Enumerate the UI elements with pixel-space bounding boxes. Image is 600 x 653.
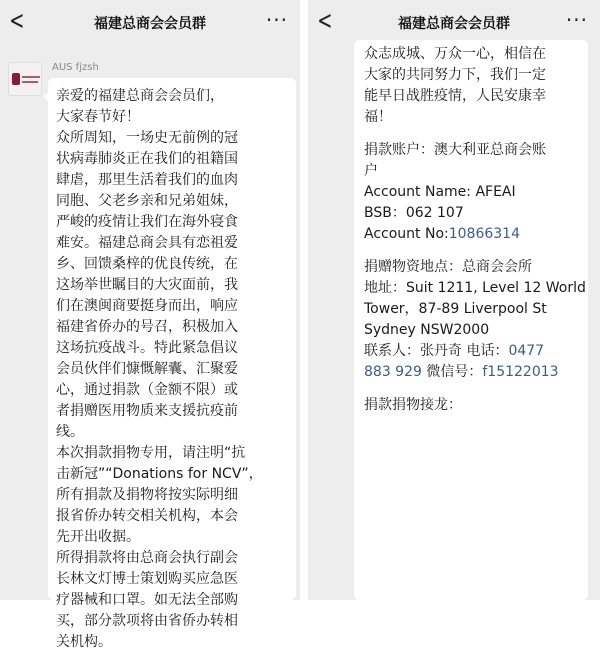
message-line: 捐赠物资地点：总商会会所 — [364, 259, 532, 275]
nav-bar — [0, 0, 300, 44]
message-line: 捐款账户：澳大利亚总商会账 — [364, 142, 546, 158]
wechat-label: 微信号： — [421, 364, 483, 380]
more-icon[interactable]: ··· — [265, 8, 288, 32]
message-line: 会员伙伴们慷慨解囊、汇聚爱 — [56, 361, 238, 377]
message-line: 乡、回馈桑梓的优良传统，在 — [56, 256, 238, 272]
contact-line — [364, 341, 584, 362]
message-line: 报省侨办转交相关机构，本会 — [56, 508, 238, 524]
message-line: 亲爱的福建总商会会员们， — [56, 88, 224, 104]
nav-bar — [308, 0, 600, 44]
chat-title: 福建总商会会员群 — [398, 16, 510, 32]
message-line: 这场举世瞩目的大灾面前，我 — [56, 277, 238, 293]
message-line: 大家春节好！ — [56, 109, 140, 125]
message-line: 关机构。 — [56, 634, 112, 650]
left-chat-panel — [0, 0, 300, 650]
message-text — [364, 44, 584, 416]
message-line: 所得捐款将由总商会执行副会 — [56, 550, 238, 566]
message-line: 户 — [364, 163, 378, 179]
message-line: 难安。福建总商会具有恋祖爱 — [56, 235, 238, 251]
message-line: 大家的共同努力下，我们一定 — [364, 67, 546, 83]
message-line: 买，部分款项将由省侨办转相 — [56, 613, 238, 629]
logo-text-bar — [22, 76, 40, 78]
relay-line: 捐款捐物接龙： — [364, 397, 462, 413]
chat-title: 福建总商会会员群 — [94, 16, 206, 32]
message-bubble[interactable] — [354, 40, 588, 600]
message-line: 众所周知，一场史无前例的冠 — [56, 130, 238, 146]
message-line: BSB：062 107 — [364, 205, 464, 221]
message-line: 福！ — [364, 109, 392, 125]
message-text — [56, 86, 288, 653]
message-line: 众志成城、万众一心，相信在 — [364, 46, 546, 62]
bubble-tail — [43, 92, 49, 102]
message-line: 者捐赠医用物质来支援抗疫前 — [56, 403, 238, 419]
message-line: 所有捐款及捐物将按实际明细 — [56, 487, 238, 503]
message-line: 长林文灯博士策划购买应急医 — [56, 571, 238, 587]
message-bubble[interactable] — [48, 78, 296, 650]
avatar[interactable] — [8, 62, 42, 96]
message-line: 肆虐，那里生活着我们的血肉 — [56, 172, 238, 188]
message-line: Account Name: AFEAI — [364, 184, 516, 200]
wechat-id-link[interactable]: f15122013 — [482, 364, 559, 380]
message-line: 心，通过捐款（金额不限）或 — [56, 382, 238, 398]
phone-link[interactable]: 883 929 — [364, 364, 422, 380]
message-line: 疗器械和口罩。如无法全部购 — [56, 592, 238, 608]
message-line: 击新冠”“Donations for NCV”， — [56, 466, 263, 482]
message-line: 这场抗疫战斗。特此紧急倡议 — [56, 340, 238, 356]
logo-icon — [12, 73, 20, 85]
panel-divider — [300, 0, 308, 600]
back-icon[interactable]: < — [317, 6, 333, 36]
message-line: 地址：Suit 1211, Level 12 World — [364, 280, 586, 296]
message-line: 本次捐款捐物专用，请注明“抗 — [56, 445, 246, 461]
message-line: 同胞、父老乡亲和兄弟姐妹， — [56, 193, 238, 209]
back-icon[interactable]: < — [9, 6, 25, 36]
account-no-label: Account No: — [364, 226, 449, 242]
logo-text-bar — [22, 81, 38, 83]
message-line: 福建省侨办的号召，积极加入 — [56, 319, 238, 335]
more-icon[interactable]: ··· — [565, 8, 588, 32]
message-line: 先开出收据。 — [56, 529, 140, 545]
phone-link[interactable]: 0477 — [508, 343, 545, 359]
right-chat-panel — [308, 0, 600, 600]
message-line: 们在澳闽商要挺身而出，响应 — [56, 298, 238, 314]
message-line: Tower，87-89 Liverpool St — [364, 301, 547, 317]
message-line: 严峻的疫情让我们在海外寝食 — [56, 214, 238, 230]
message-line: 状病毒肺炎正在我们的祖籍国 — [56, 151, 238, 167]
contact-prefix: 联系人：张丹奇 电话： — [364, 343, 509, 359]
contact-line — [364, 362, 584, 383]
message-line: 线。 — [56, 424, 84, 440]
message-line: 能早日战胜疫情，人民安康幸 — [364, 88, 546, 104]
account-no-value[interactable]: 10866314 — [448, 226, 520, 242]
message-line: Sydney NSW2000 — [364, 322, 490, 338]
sender-name: AUS fjzsh — [52, 62, 99, 73]
account-number-line — [364, 224, 584, 245]
